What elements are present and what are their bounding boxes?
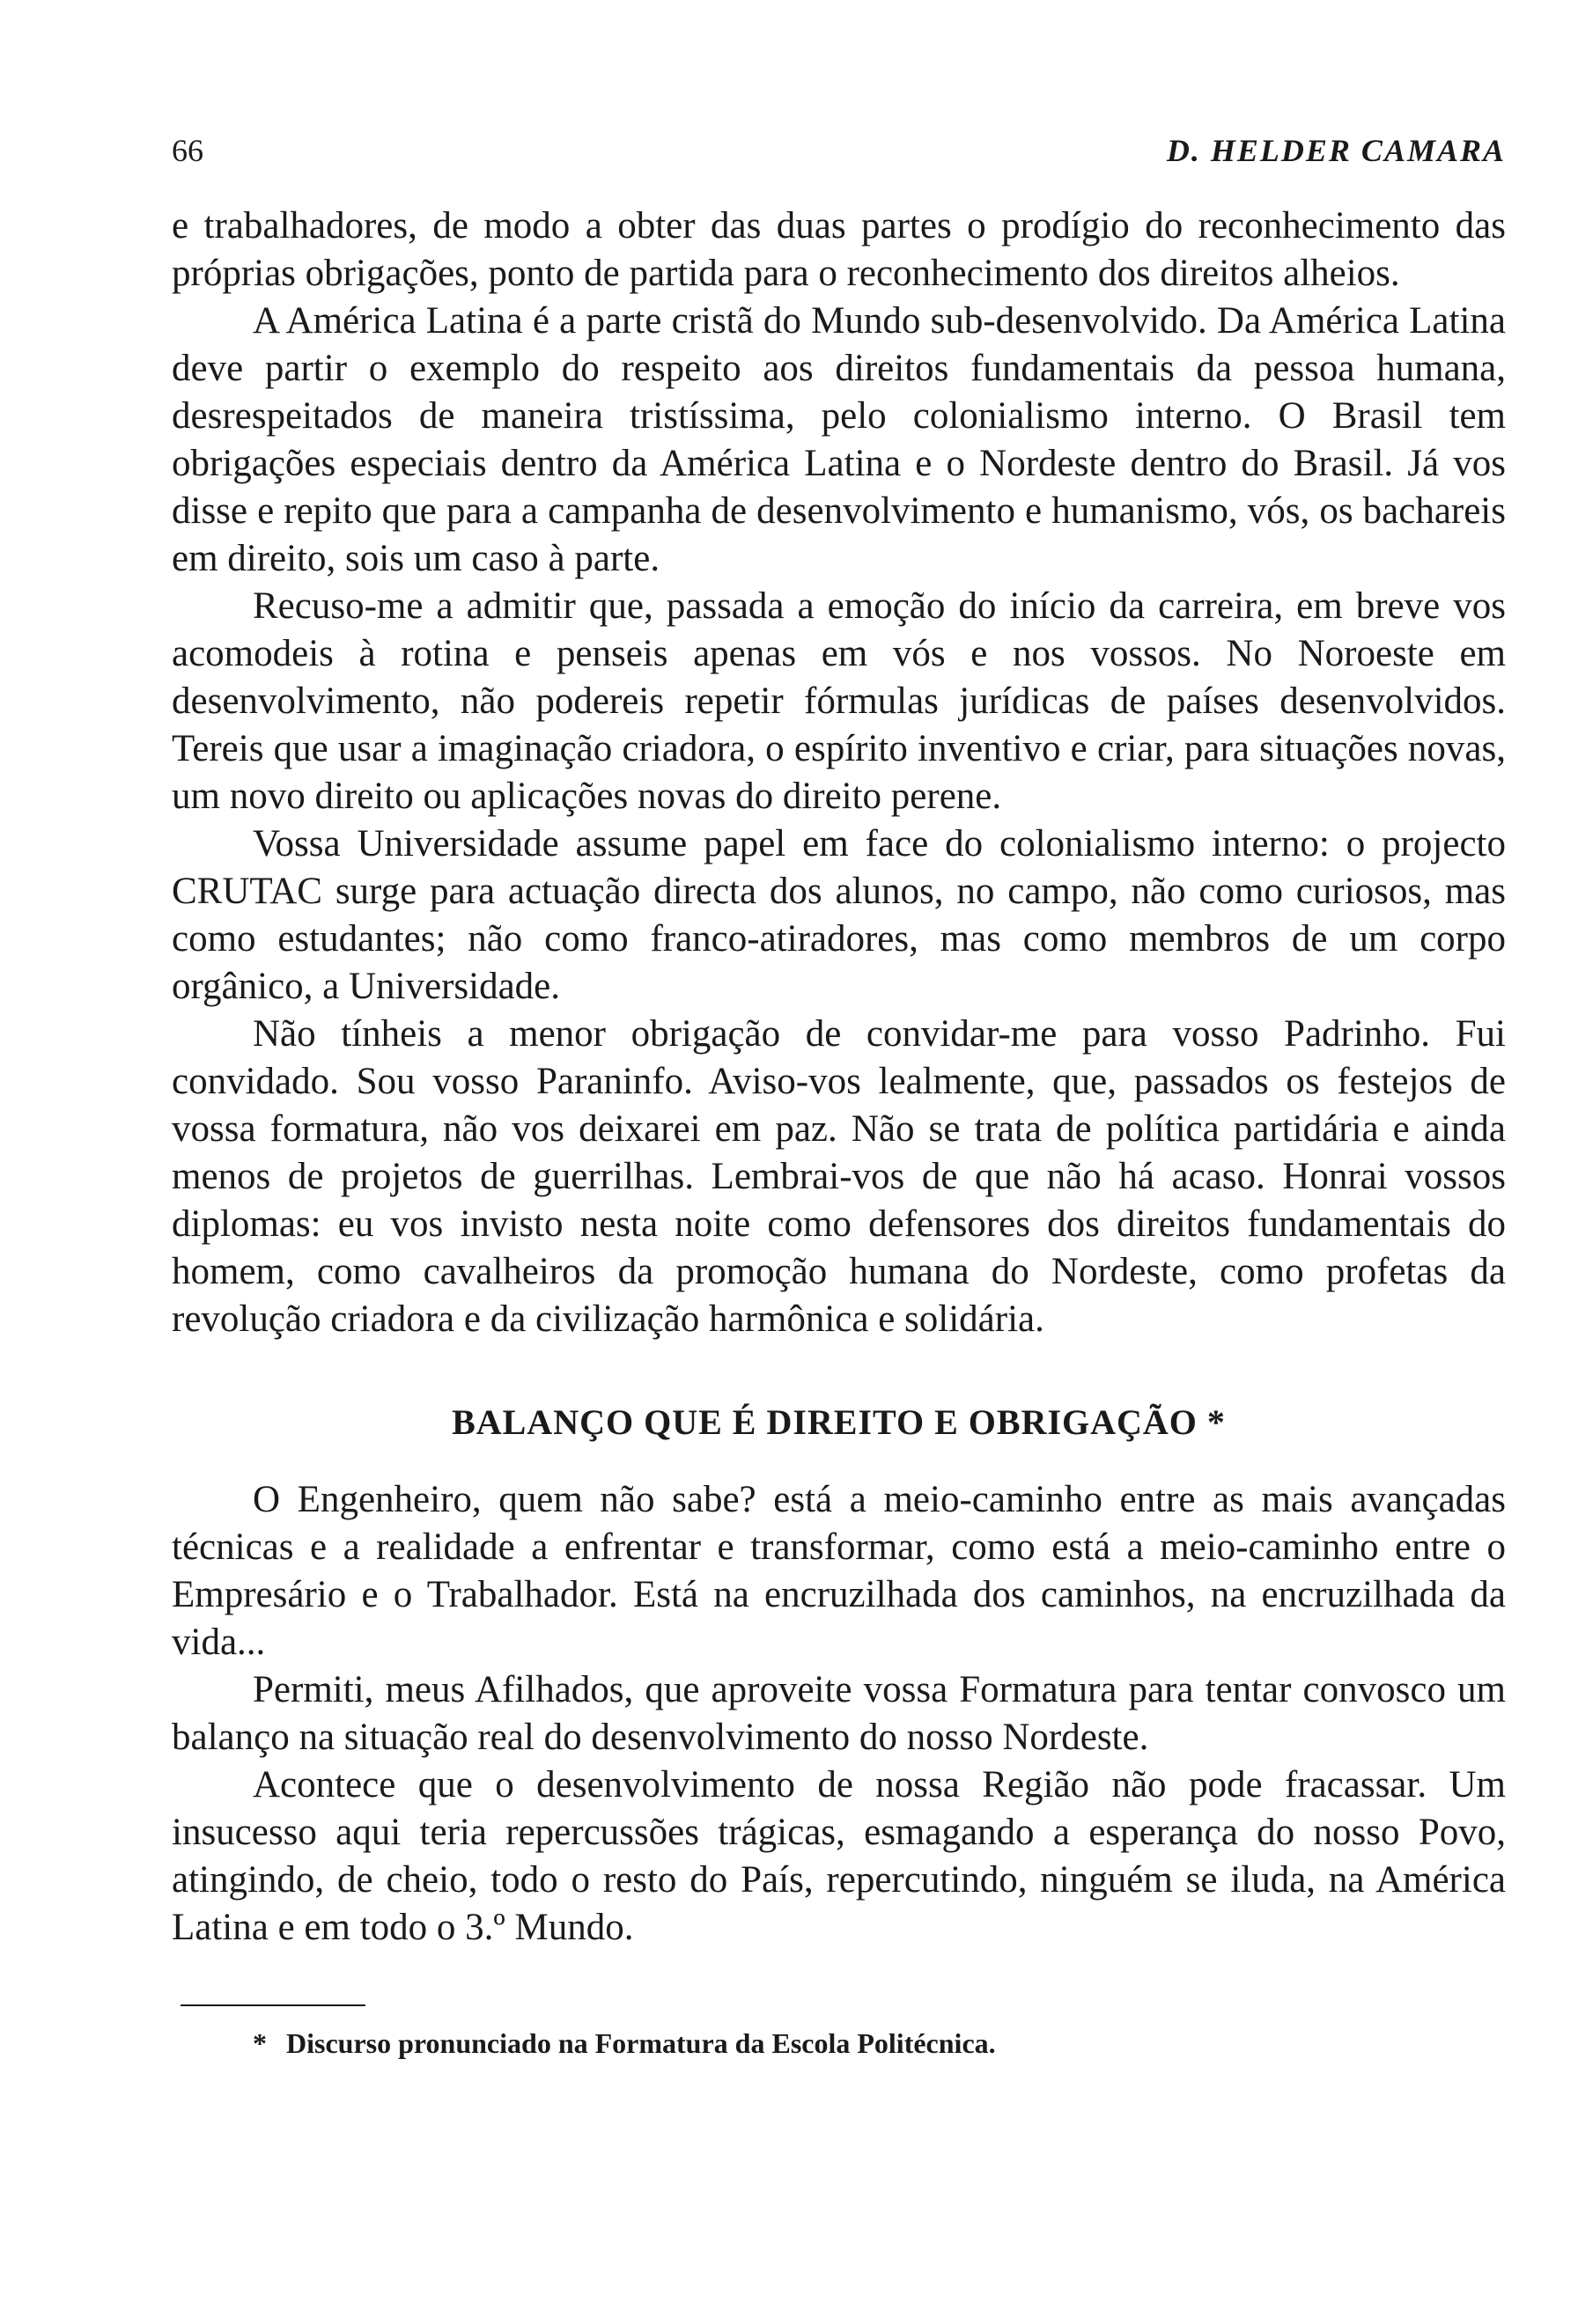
paragraph: Não tínheis a menor obrigação de convidar-me para vosso Padrinho. Fui convidado. Sou vosso Paraninfo. Aviso-vos lealmente, que, passados os festejos de vossa formatura, não vos deixarei em paz. Não se trata de política partidária e ainda menos de projetos de guerrilhas. Lembrai-vos de que não há acaso. Honrai vossos diplomas: eu vos invisto nesta noite como defensores dos direitos fundamentais do homem, como cavalheiros da promoção humana do Nordeste, como profetas da revolução criadora e da civilização harmônica e solidária. bbox=[172, 1013, 1506, 1340]
paragraph: Vossa Universidade assume papel em face do colonialismo interno: o projecto CRUTAC surge para actuação directa dos alunos, no campo, não como curiosos, mas como estudantes; não como franco-atiradores, mas como membros de um corpo orgânico, a Universidade. bbox=[172, 823, 1506, 1007]
footnote-text: Discurso pronunciado na Formatura da Escola Politécnica. bbox=[286, 2027, 996, 2059]
footnote bbox=[172, 2027, 1506, 2060]
page-number: 66 bbox=[172, 133, 203, 168]
paragraph: Recuso-me a admitir que, passada a emoção do início da carreira, em breve vos acomodeis à rotina e penseis apenas em vós e nos vossos. No Noroeste em desenvolvimento, não podereis repetir fórmulas jurídicas de países desenvolvidos. Tereis que usar a imaginação criadora, o espírito inventivo e criar, para situações novas, um novo direito ou aplicações novas do direito perene. bbox=[172, 585, 1506, 817]
paragraph: Acontece que o desenvolvimento de nossa Região não pode fracassar. Um insucesso aqui teria repercussões trágicas, esmagando a esperança do nosso Povo, atingindo, de cheio, todo o resto do País, repercutindo, ninguém se iluda, na América Latina e em todo o 3.º Mundo. bbox=[172, 1764, 1506, 1948]
body-text bbox=[172, 202, 1506, 1952]
section-title: BALANÇO QUE É DIREITO E OBRIGAÇÃO * bbox=[452, 1402, 1226, 1442]
paragraph: e trabalhadores, de modo a obter das duas partes o prodígio do reconhecimento das próprias obrigações, ponto de partida para o reconhecimento dos direitos alheios. bbox=[172, 205, 1506, 294]
footnote-divider bbox=[181, 2004, 365, 2006]
paragraph: O Engenheiro, quem não sabe? está a meio-caminho entre as mais avançadas técnicas e a realidade a enfrentar e transformar, como está a meio-caminho entre o Empresário e o Trabalhador. Está na encruzilhada dos caminhos, na encruzilhada da vida... bbox=[172, 1479, 1506, 1663]
paragraph: Permiti, meus Afilhados, que aproveite vossa Formatura para tentar convosco um balanço na situação real do desenvolvimento do nosso Nordeste. bbox=[172, 1669, 1506, 1758]
footnote-mark: * bbox=[253, 2027, 267, 2059]
running-title: D. HELDER CAMARA bbox=[1166, 133, 1506, 168]
book-page bbox=[172, 132, 1506, 2060]
page-header bbox=[172, 132, 1506, 169]
paragraph: A América Latina é a parte cristã do Mundo sub-desenvolvido. Da América Latina deve partir o exemplo do respeito aos direitos fundamentais da pessoa humana, desrespeitados de maneira tristíssima, pelo colonialismo interno. O Brasil tem obrigações especiais dentro da América Latina e o Nordeste dentro do Brasil. Já vos disse e repito que para a campanha de desenvolvimento e humanismo, vós, os bachareis em direito, sois um caso à parte. bbox=[172, 300, 1506, 579]
